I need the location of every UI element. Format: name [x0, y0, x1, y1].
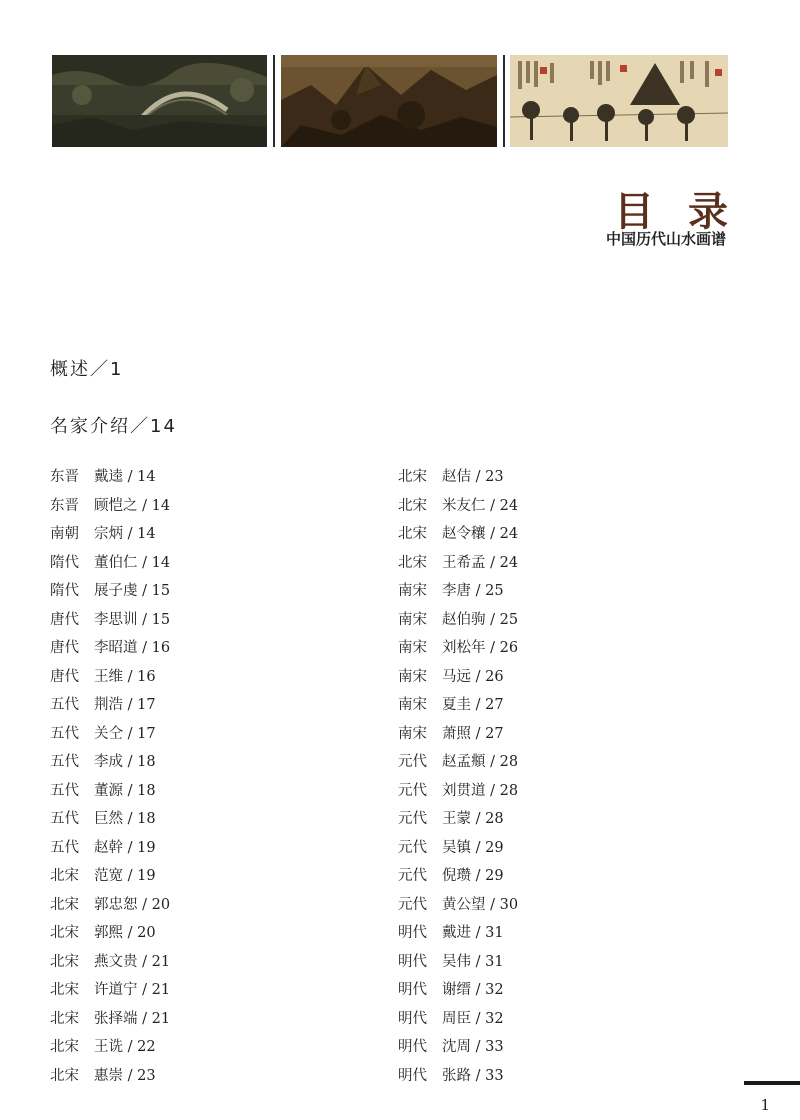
toc-column-left: [50, 466, 170, 1093]
toc-entry-name: 顾恺之 / 14: [94, 497, 171, 514]
toc-entry-era: 南宋: [398, 697, 427, 713]
toc-entry-era: 南宋: [398, 640, 427, 656]
toc-entry-name: 董源 / 18: [94, 782, 156, 799]
toc-entry-name: 赵伯驹 / 25: [442, 611, 519, 628]
toc-entry-era: 南宋: [398, 583, 427, 599]
toc-entry-name: 夏圭 / 27: [442, 697, 504, 713]
toc-entry-era: 北宋: [50, 896, 79, 913]
toc-entry-name: 赵孟頫 / 28: [442, 754, 519, 770]
toc-entry-name: 李唐 / 25: [442, 583, 504, 599]
toc-entry[interactable]: [50, 894, 170, 923]
toc-entry-era: 唐代: [50, 668, 79, 685]
toc-entry-name: 关仝 / 17: [94, 725, 156, 742]
toc-entry[interactable]: [398, 979, 518, 1008]
toc-entry-era: 北宋: [398, 554, 427, 571]
toc-entry[interactable]: [50, 1008, 170, 1037]
toc-entry-era: 北宋: [50, 868, 79, 884]
toc-entry-era: 五代: [50, 754, 79, 770]
toc-entry[interactable]: [50, 780, 170, 809]
toc-entry[interactable]: [398, 922, 518, 951]
toc-entry-era: 东晋: [50, 497, 79, 514]
toc-entry-era: 元代: [398, 782, 427, 799]
toc-entry-era: 明代: [398, 925, 427, 941]
toc-entry[interactable]: [50, 751, 170, 780]
toc-entry-era: 北宋: [50, 925, 79, 941]
toc-entry[interactable]: [50, 1036, 170, 1065]
toc-entry-era: 南宋: [398, 725, 427, 742]
toc-entry-era: 南宋: [398, 668, 427, 685]
toc-entry[interactable]: [398, 808, 518, 837]
toc-entry[interactable]: [398, 865, 518, 894]
page-number: 1: [760, 1096, 770, 1114]
toc-entry-era: 南宋: [398, 611, 427, 628]
toc-entry[interactable]: [50, 922, 170, 951]
toc-entry-era: 北宋: [398, 469, 427, 485]
toc-section-masters[interactable]: 名家介绍／14: [50, 416, 177, 437]
toc-entry-era: 东晋: [50, 469, 79, 485]
toc-entry-name: 赵令穰 / 24: [442, 526, 519, 542]
toc-entry[interactable]: [50, 979, 170, 1008]
toc-entry-name: 许道宁 / 21: [94, 982, 171, 998]
toc-entry[interactable]: [50, 466, 170, 495]
toc-entry-name: 李成 / 18: [94, 754, 156, 770]
toc-entry-name: 戴逵 / 14: [94, 469, 156, 485]
toc-entry[interactable]: [398, 580, 518, 609]
toc-entry-era: 隋代: [50, 554, 79, 571]
toc-column-right: [398, 466, 518, 1093]
toc-entry[interactable]: [50, 694, 170, 723]
toc-entry-name: 吴镇 / 29: [442, 839, 504, 856]
toc-entry-name: 范宽 / 19: [94, 868, 156, 884]
toc-entry-era: 五代: [50, 839, 79, 856]
book-subtitle: 中国历代山水画谱: [605, 230, 726, 248]
toc-entry[interactable]: [50, 609, 170, 638]
toc-entry-name: 刘贯道 / 28: [442, 782, 519, 799]
toc-entry-name: 张路 / 33: [442, 1067, 504, 1084]
toc-entry-name: 王诜 / 22: [94, 1039, 156, 1055]
toc-entry-name: 倪瓒 / 29: [442, 868, 504, 884]
strip-divider: [273, 55, 275, 147]
toc-entry-era: 明代: [398, 953, 427, 970]
toc-entry-name: 吴伟 / 31: [442, 953, 504, 970]
toc-entry-era: 北宋: [50, 982, 79, 998]
toc-entry[interactable]: [50, 523, 170, 552]
toc-entry-name: 燕文贵 / 21: [94, 953, 171, 970]
toc-entry-name: 李思训 / 15: [94, 611, 171, 628]
toc-entry-name: 赵佶 / 23: [442, 469, 504, 485]
toc-entry-era: 明代: [398, 1067, 427, 1084]
toc-entry-era: 北宋: [50, 1039, 79, 1055]
toc-entry-name: 黄公望 / 30: [442, 896, 519, 913]
inscribed-landscape-painting: [510, 55, 728, 147]
toc-entry[interactable]: [398, 552, 518, 581]
toc-entry[interactable]: [50, 1065, 170, 1094]
toc-entry-name: 沈周 / 33: [442, 1039, 504, 1055]
toc-entry[interactable]: [50, 808, 170, 837]
toc-entry-name: 王蒙 / 28: [442, 811, 504, 827]
mountain-pines-painting: [281, 55, 497, 147]
toc-entry-name: 巨然 / 18: [94, 811, 156, 827]
toc-entry[interactable]: [398, 666, 518, 695]
toc-entry-era: 元代: [398, 839, 427, 856]
toc-entry-era: 元代: [398, 896, 427, 913]
toc-entry[interactable]: [398, 894, 518, 923]
toc-entry[interactable]: [398, 723, 518, 752]
toc-entry[interactable]: [398, 780, 518, 809]
toc-entry-era: 五代: [50, 782, 79, 799]
toc-entry-name: 戴进 / 31: [442, 925, 504, 941]
toc-entry-name: 荆浩 / 17: [94, 697, 156, 713]
toc-entry-name: 董伯仁 / 14: [94, 554, 171, 571]
toc-entry-era: 五代: [50, 811, 79, 827]
toc-entry[interactable]: [398, 837, 518, 866]
toc-entry-era: 唐代: [50, 640, 79, 656]
toc-entry-era: 唐代: [50, 611, 79, 628]
toc-entry-era: 五代: [50, 697, 79, 713]
toc-section-overview[interactable]: 概述／1: [50, 359, 124, 380]
toc-entry[interactable]: [398, 466, 518, 495]
toc-entry-name: 张择端 / 21: [94, 1010, 171, 1027]
toc-entry-name: 王维 / 16: [94, 668, 156, 685]
toc-entry[interactable]: [398, 951, 518, 980]
footer-rule: [744, 1081, 800, 1085]
toc-entry-era: 元代: [398, 754, 427, 770]
toc-entry[interactable]: [50, 951, 170, 980]
toc-entry[interactable]: [398, 495, 518, 524]
toc-entry-name: 郭忠恕 / 20: [94, 896, 171, 913]
toc-entry[interactable]: [50, 495, 170, 524]
toc-entry[interactable]: [398, 1065, 518, 1094]
toc-entry[interactable]: [398, 637, 518, 666]
toc-entry[interactable]: [50, 723, 170, 752]
toc-entry-name: 刘松年 / 26: [442, 640, 519, 656]
toc-entry-name: 李昭道 / 16: [94, 640, 171, 656]
toc-entry-name: 展子虔 / 15: [94, 583, 171, 599]
toc-entry[interactable]: [398, 523, 518, 552]
toc-entry[interactable]: [50, 666, 170, 695]
toc-entry-name: 马远 / 26: [442, 668, 504, 685]
toc-entry[interactable]: [398, 1036, 518, 1065]
toc-entry[interactable]: [50, 865, 170, 894]
toc-entry-era: 北宋: [398, 497, 427, 514]
toc-entry-name: 赵幹 / 19: [94, 839, 156, 856]
toc-entry-era: 北宋: [50, 953, 79, 970]
toc-entry-name: 米友仁 / 24: [442, 497, 519, 514]
toc-entry-era: 元代: [398, 811, 427, 827]
toc-entry-era: 北宋: [50, 1067, 79, 1084]
toc-entry-name: 郭熙 / 20: [94, 925, 156, 941]
toc-entry-era: 隋代: [50, 583, 79, 599]
toc-entry-era: 明代: [398, 1039, 427, 1055]
toc-entry[interactable]: [50, 837, 170, 866]
toc-entry[interactable]: [50, 552, 170, 581]
strip-divider: [503, 55, 505, 147]
toc-entry-name: 宗炳 / 14: [94, 526, 156, 542]
toc-entry-era: 北宋: [50, 1010, 79, 1027]
toc-entry[interactable]: [50, 580, 170, 609]
toc-entry-era: 北宋: [398, 526, 427, 542]
toc-entry-name: 萧照 / 27: [442, 725, 504, 742]
toc-entry-era: 明代: [398, 1010, 427, 1027]
toc-entry[interactable]: [398, 1008, 518, 1037]
toc-entry-era: 南朝: [50, 526, 79, 542]
toc-entry[interactable]: [398, 694, 518, 723]
toc-entry-name: 王希孟 / 24: [442, 554, 519, 571]
toc-entry[interactable]: [398, 609, 518, 638]
toc-entry[interactable]: [50, 637, 170, 666]
toc-entry-era: 元代: [398, 868, 427, 884]
toc-entry-era: 五代: [50, 725, 79, 742]
toc-entry-name: 周臣 / 32: [442, 1010, 504, 1027]
bridge-river-painting: [52, 55, 267, 147]
toc-entry-era: 明代: [398, 982, 427, 998]
page-title: 目录: [614, 188, 762, 235]
toc-entry[interactable]: [398, 751, 518, 780]
toc-entry-name: 谢缙 / 32: [442, 982, 504, 998]
toc-entry-name: 惠崇 / 23: [94, 1067, 156, 1084]
